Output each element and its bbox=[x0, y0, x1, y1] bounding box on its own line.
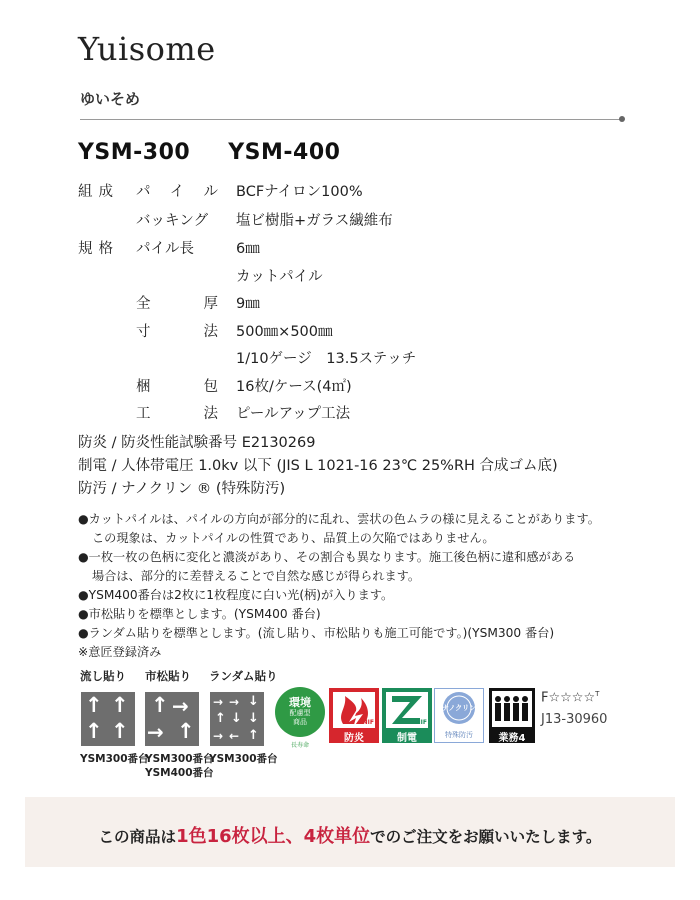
arrow-right-icon: → bbox=[229, 695, 240, 709]
spec-item bbox=[136, 180, 218, 201]
pattern-caption: YSM300番台 bbox=[209, 753, 278, 765]
arrow-up-icon: ↑ bbox=[85, 693, 103, 717]
order-notice-pre: この商品は bbox=[98, 828, 177, 846]
spec-item-part: 全 bbox=[136, 296, 151, 312]
antistatic-label: 制電 bbox=[397, 733, 417, 744]
arrow-down-icon: ↓ bbox=[248, 711, 259, 726]
note-item: ※意匠登録済み bbox=[78, 645, 162, 659]
spec-item bbox=[136, 375, 218, 396]
rating-grade: F☆☆☆☆ bbox=[541, 690, 596, 706]
note-item: ●市松貼りを標準とします。(YSM400 番台) bbox=[78, 607, 321, 621]
note-item: 場合は、部分的に差替えることで自然な感じが得られます。 bbox=[92, 569, 421, 583]
arrow-right-icon: → bbox=[147, 720, 164, 744]
info-line: 防汚 / ナノクリン ® (特殊防汚) bbox=[78, 481, 286, 497]
order-notice-post: でのご注文をお願いいたします。 bbox=[370, 828, 602, 846]
eco-badge-sub2: 商品 bbox=[293, 718, 307, 726]
commercial-use-badge bbox=[489, 688, 535, 743]
pattern-ichimatsu-diagram bbox=[145, 692, 199, 746]
eco-badge-sub1: 配慮型 bbox=[289, 709, 311, 717]
pattern-nagashi bbox=[80, 668, 149, 766]
formaldehyde-rating bbox=[541, 690, 599, 705]
pattern-caption-line: YSM300番台 bbox=[145, 753, 214, 765]
arrow-up-icon: ↑ bbox=[111, 693, 129, 717]
spec-item-part: 包 bbox=[203, 379, 218, 395]
antistatic-badge bbox=[382, 688, 432, 743]
note-item: ●一枚一枚の色柄に変化と濃淡があり、その割合も異なります。施工後色柄に違和感がある bbox=[78, 550, 576, 564]
spec-value: 9㎜ bbox=[236, 296, 260, 312]
divider-dot bbox=[619, 116, 625, 122]
spec-category: 組成 bbox=[78, 184, 119, 200]
eco-badge bbox=[274, 686, 326, 749]
nanoclean-logo: ナノクリン bbox=[441, 704, 477, 712]
eco-badge-note: 長寿命 bbox=[290, 742, 309, 749]
spec-item-part: パ bbox=[136, 184, 151, 200]
arrow-down-icon: ↓ bbox=[248, 694, 259, 709]
note-item: ●YSM400番台は2枚に1枚程度に白い光(柄)が入ります。 bbox=[78, 588, 394, 602]
arrow-up-icon: ↑ bbox=[151, 693, 169, 717]
pattern-random-diagram bbox=[210, 692, 264, 746]
arrow-right-icon: → bbox=[213, 729, 224, 743]
spec-value: BCFナイロン100% bbox=[236, 184, 363, 200]
arrow-left-icon: ← bbox=[229, 729, 240, 743]
arrow-up-icon: ↑ bbox=[111, 719, 129, 743]
pattern-title: 市松貼り bbox=[145, 669, 191, 683]
spec-item-part: バッキング bbox=[136, 213, 209, 229]
info-line: 防炎 / 防炎性能試験番号 E2130269 bbox=[78, 435, 316, 451]
spec-value: 16枚/ケース(4㎡) bbox=[236, 379, 352, 395]
spec-item-part: 厚 bbox=[203, 296, 218, 312]
spec-item-part: 梱 bbox=[136, 379, 151, 395]
spec-item bbox=[136, 292, 218, 313]
spec-item bbox=[136, 209, 218, 230]
spec-item-part: 工 bbox=[136, 406, 151, 422]
spec-item-part: 法 bbox=[203, 406, 218, 422]
info-line: 制電 / 人体帯電圧 1.0kv 以下 (JIS L 1021-16 23℃ 25%RH 合成ゴム底) bbox=[78, 458, 558, 474]
spec-category: 規格 bbox=[78, 241, 119, 257]
model-number: YSM-300 bbox=[78, 140, 191, 165]
spec-value: 6㎜ bbox=[236, 241, 260, 257]
performance-info bbox=[78, 432, 558, 501]
arrow-up-icon: ↑ bbox=[248, 728, 259, 743]
arrow-right-icon: → bbox=[213, 695, 224, 709]
spec-item-part: パイル長 bbox=[136, 241, 194, 257]
pattern-caption: YSM300番台 bbox=[80, 753, 149, 765]
pattern-ichimatsu bbox=[145, 668, 214, 780]
spec-item-part: 寸 bbox=[136, 324, 151, 340]
arrow-up-icon: ↑ bbox=[85, 719, 103, 743]
spec-value: 1/10ゲージ 13.5ステッチ bbox=[236, 351, 417, 367]
spec-item-part: ル bbox=[203, 184, 218, 200]
order-notice-text bbox=[25, 822, 675, 848]
pattern-random bbox=[209, 668, 278, 766]
spec-item bbox=[136, 402, 218, 423]
page-subtitle-kana: ゆいそめ bbox=[80, 90, 141, 108]
fireproof-mark: NIF bbox=[362, 719, 374, 726]
note-item: ●ランダム貼りを標準とします。(流し貼り、市松貼りも施工可能です。)(YSM300 番台) bbox=[78, 626, 555, 640]
arrow-up-icon: ↑ bbox=[215, 711, 226, 726]
rating-grade-sup: T bbox=[595, 690, 600, 698]
pattern-caption-line: YSM400番台 bbox=[145, 767, 214, 779]
rating-code: J13-30960 bbox=[541, 712, 608, 727]
spec-item-part: 法 bbox=[203, 324, 218, 340]
pattern-title: ランダム貼り bbox=[209, 669, 278, 683]
note-item: ●カットパイルは、パイルの方向が部分的に乱れ、雲状の色ムラの様に見えることがあります。 bbox=[78, 512, 600, 526]
arrow-up-icon: ↑ bbox=[177, 719, 195, 743]
arrow-down-icon: ↓ bbox=[231, 711, 242, 726]
spec-item bbox=[136, 237, 218, 258]
spec-item bbox=[136, 320, 218, 341]
eco-badge-main: 環境 bbox=[289, 696, 311, 709]
antistatic-mark: NIF bbox=[415, 719, 427, 726]
pattern-caption bbox=[145, 752, 214, 780]
order-notice-emphasis: 1色16枚以上、4枚単位 bbox=[176, 826, 371, 847]
notes-list bbox=[78, 510, 600, 662]
pattern-title: 流し貼り bbox=[80, 669, 126, 683]
divider-line bbox=[80, 119, 620, 120]
arrow-right-icon: → bbox=[172, 694, 189, 718]
pattern-nagashi-diagram bbox=[81, 692, 135, 746]
nanoclean-badge bbox=[434, 688, 484, 743]
fireproof-label: 防炎 bbox=[344, 733, 364, 744]
order-notice-banner bbox=[25, 797, 675, 867]
nanoclean-label: 特殊防汚 bbox=[445, 731, 473, 739]
note-item: この現象は、カットパイルの性質であり、品質上の欠陥ではありません。 bbox=[92, 531, 495, 545]
spec-value: 塩ビ樹脂+ガラス繊維布 bbox=[236, 213, 393, 229]
commercial-use-label: 業務4 bbox=[498, 733, 526, 744]
fireproof-badge bbox=[329, 688, 379, 743]
page-title: Yuisome bbox=[78, 30, 216, 68]
model-number: YSM-400 bbox=[228, 140, 341, 165]
spec-value: ピールアップ工法 bbox=[236, 406, 351, 422]
spec-value: 500㎜×500㎜ bbox=[236, 324, 333, 340]
spec-item-part: イ bbox=[169, 184, 185, 200]
model-numbers bbox=[78, 140, 378, 165]
spec-value: カットパイル bbox=[236, 269, 323, 285]
